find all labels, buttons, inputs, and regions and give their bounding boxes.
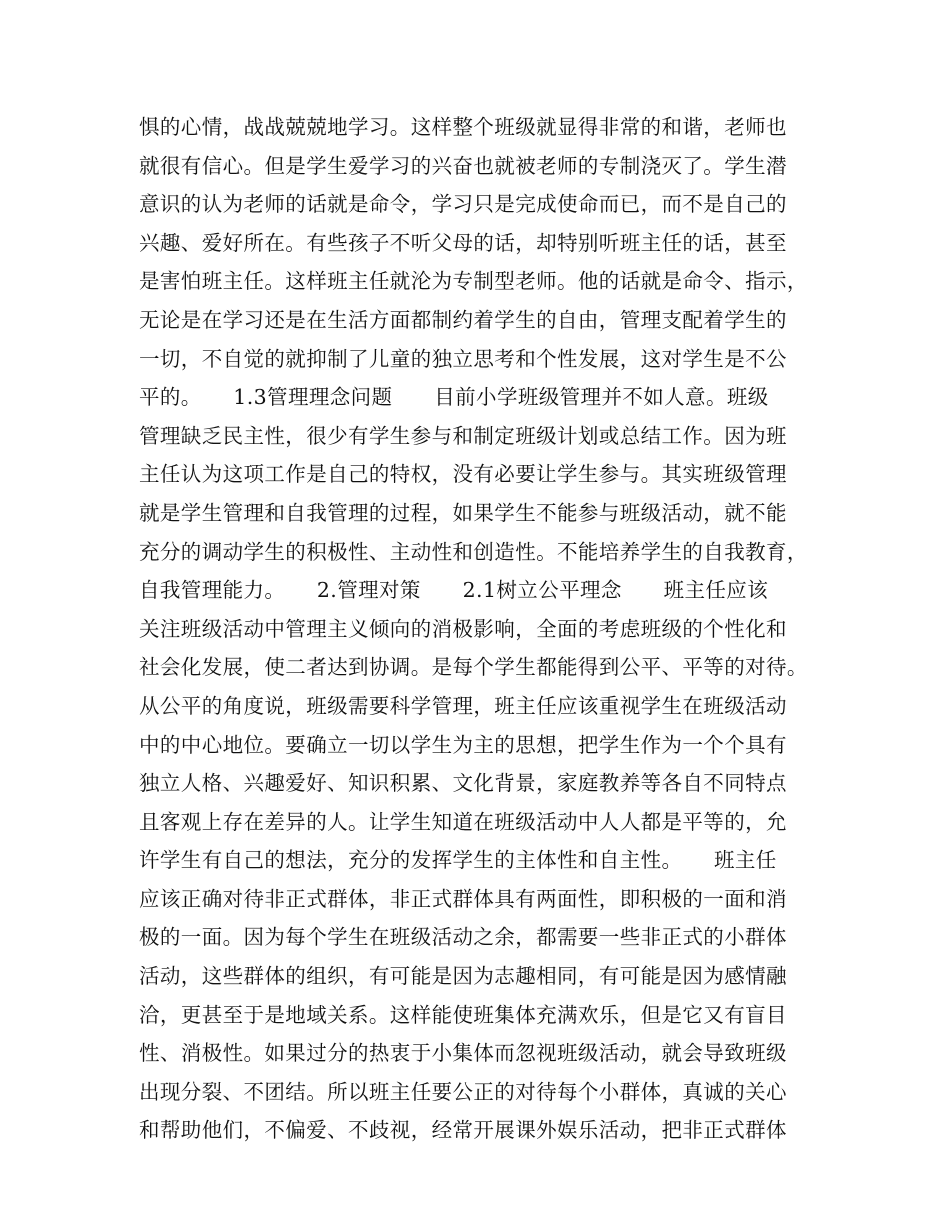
text-line: 一切，不自觉的就抑制了儿童的独立思考和个性发展，这对学生是不公 [139,346,787,371]
text-line: 许学生有自己的想法，充分的发挥学生的主体性和自主性。 班主任 [139,848,777,873]
text-line: 极的一面。因为每个学生在班级活动之余，都需要一些非正式的小群体 [139,925,787,950]
text-line: 应该正确对待非正式群体，非正式群体具有两面性，即积极的一面和消 [139,886,787,911]
text-line: 独立人格、兴趣爱好、知识积累、文化背景，家庭教养等各自不同特点 [139,771,787,796]
text-line: 活动，这些群体的组织，有可能是因为志趣相同，有可能是因为感情融 [139,964,787,989]
text-line: 性、消极性。如果过分的热衷于小集体而忽视班级活动，就会导致班级 [139,1041,787,1066]
text-line: 出现分裂、不团结。所以班主任要公正的对待每个小群体，真诚的关心 [139,1079,787,1104]
text-line: 洽，更甚至于是地域关系。这样能使班集体充满欢乐，但是它又有盲目 [139,1002,787,1027]
text-line: 意识的认为老师的话就是命令，学习只是完成使命而已，而不是自己的 [139,192,787,217]
text-line: 自我管理能力。 2.管理对策 2.1树立公平理念 班主任应该 [139,578,769,603]
text-line: 关注班级活动中管理主义倾向的消极影响，全面的考虑班级的个性化和 [139,616,787,641]
text-line: 就是学生管理和自我管理的过程，如果学生不能参与班级活动，就不能 [139,500,787,525]
text-line: 主任认为这项工作是自己的特权，没有必要让学生参与。其实班级管理 [139,462,787,487]
text-line: 从公平的角度说，班级需要科学管理，班主任应该重视学生在班级活动 [139,693,787,718]
body-text [139,108,819,1150]
text-line: 兴趣、爱好所在。有些孩子不听父母的话，却特别听班主任的话，甚至 [139,230,787,255]
text-line: 惧的心情，战战兢兢地学习。这样整个班级就显得非常的和谐，老师也 [139,115,787,139]
text-line: 和帮助他们，不偏爱、不歧视，经常开展课外娱乐活动，把非正式群体 [139,1118,787,1143]
text-line: 中的中心地位。要确立一切以学生为主的思想，把学生作为一个个具有 [139,732,787,757]
text-line: 平的。 1.3管理理念问题 目前小学班级管理并不如人意。班级 [139,385,769,410]
text-line: 无论是在学习还是在生活方面都制约着学生的自由，管理支配着学生的 [139,307,787,332]
text-line: 社会化发展，使二者达到协调。是每个学生都能得到公平、平等的对待。 [139,655,808,680]
text-line: 且客观上存在差异的人。让学生知道在班级活动中人人都是平等的，允 [139,809,787,834]
text-line: 是害怕班主任。这样班主任就沦为专制型老师。他的话就是命令、指示， [139,269,808,294]
text-line: 就很有信心。但是学生爱学习的兴奋也就被老师的专制浇灭了。学生潜 [139,153,787,178]
text-line: 充分的调动学生的积极性、主动性和创造性。不能培养学生的自我教育， [139,539,808,564]
text-line: 管理缺乏民主性，很少有学生参与和制定班级计划或总结工作。因为班 [139,423,787,448]
